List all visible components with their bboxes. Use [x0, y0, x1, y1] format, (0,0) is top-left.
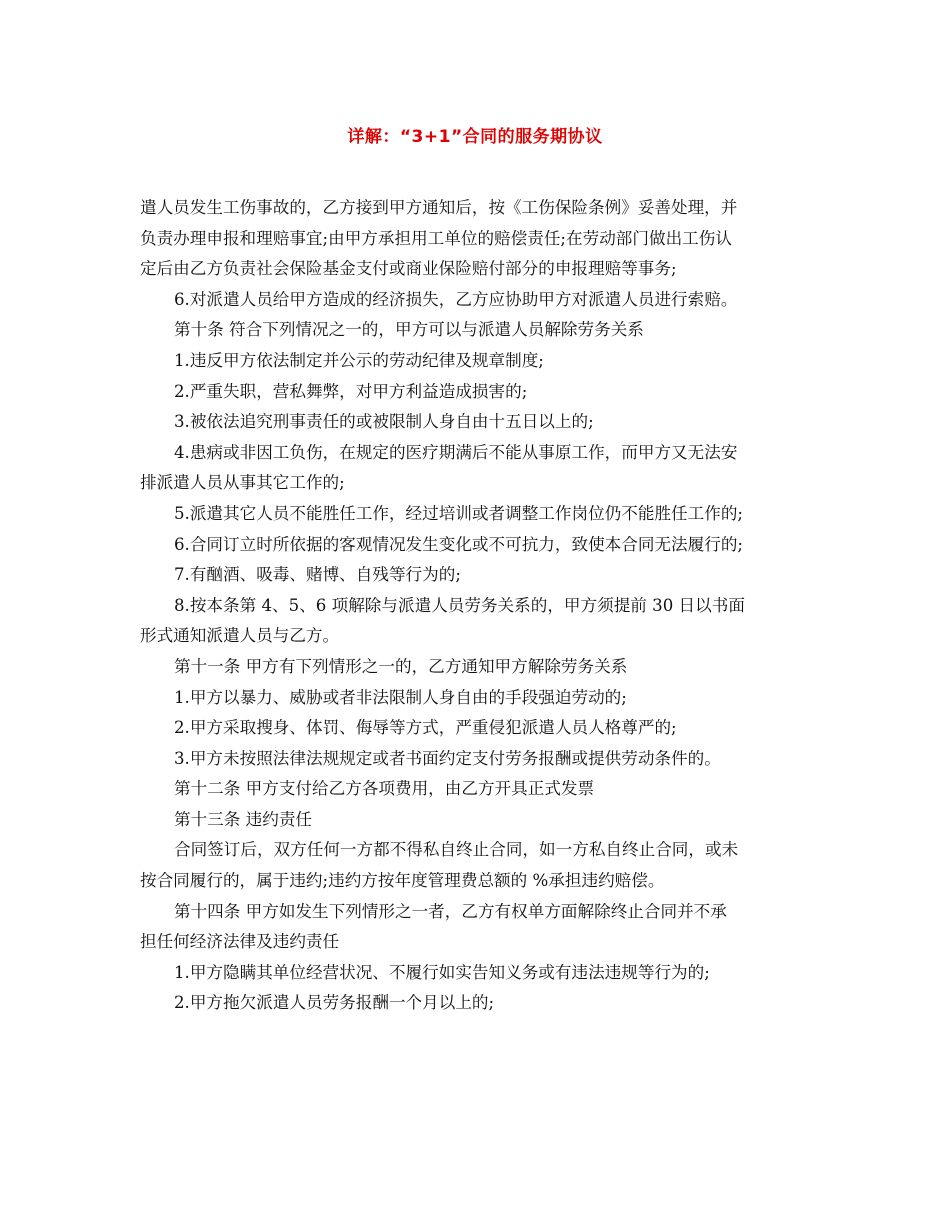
paragraph-line: 按合同履行的，属于违约;违约方按年度管理费总额的 %承担违约赔偿。 — [140, 871, 665, 891]
document-body — [140, 193, 820, 1019]
paragraph-line: 第十四条 甲方如发生下列情形之一者，乙方有权单方面解除终止合同并不承 — [174, 901, 727, 921]
paragraph-line: 1.甲方隐瞒其单位经营状况、不履行如实告知义务或有违法违规等行为的; — [174, 962, 710, 982]
document-title: 详解：“3+1”合同的服务期协议 — [347, 127, 603, 147]
paragraph-line: 负责办理申报和理赔事宜;由甲方承担用工单位的赔偿责任;在劳动部门做出工伤认 — [140, 228, 732, 248]
paragraph-line: 担任何经济法律及违约责任 — [140, 932, 340, 952]
paragraph-line: 第十一条 甲方有下列情形之一的，乙方通知甲方解除劳务关系 — [174, 656, 628, 676]
paragraph-line: 1.违反甲方依法制定并公示的劳动纪律及规章制度; — [174, 350, 544, 370]
paragraph-line: 3.甲方未按照法律法规规定或者书面约定支付劳务报酬或提供劳动条件的。 — [174, 748, 721, 768]
paragraph-line: 合同签订后，双方任何一方都不得私自终止合同，如一方私自终止合同，或未 — [174, 840, 739, 860]
paragraph-line: 形式通知派遣人员与乙方。 — [140, 626, 340, 646]
paragraph-line: 7.有酗酒、吸毒、赌博、自残等行为的; — [174, 565, 461, 585]
paragraph-line: 4.患病或非因工负伤，在规定的医疗期满后不能从事原工作，而甲方又无法安 — [174, 442, 738, 462]
paragraph-line: 1.甲方以暴力、威胁或者非法限制人身自由的手段强迫劳动的; — [174, 687, 627, 707]
paragraph-line: 2.严重失职，营私舞弊，对甲方利益造成损害的; — [174, 381, 528, 401]
paragraph-line: 6.对派遣人员给甲方造成的经济损失，乙方应协助甲方对派遣人员进行索赔。 — [174, 289, 738, 309]
paragraph-line: 第十二条 甲方支付给乙方各项费用，由乙方开具正式发票 — [174, 779, 595, 799]
paragraph-line: 定后由乙方负责社会保险基金支付或商业保险赔付部分的申报理赔等事务; — [140, 259, 677, 279]
paragraph-line: 第十条 符合下列情况之一的，甲方可以与派遣人员解除劳务关系 — [174, 320, 644, 340]
paragraph-line: 3.被依法追究刑事责任的或被限制人身自由十五日以上的; — [174, 412, 594, 432]
paragraph-line: 2.甲方采取搜身、体罚、侮辱等方式，严重侵犯派遣人员人格尊严的; — [174, 718, 677, 738]
paragraph-line: 排派遣人员从事其它工作的; — [140, 473, 345, 493]
paragraph-line: 8.按本条第 4、5、6 项解除与派遣人员劳务关系的，甲方须提前 30 日以书面 — [174, 595, 745, 615]
paragraph-line: 6.合同订立时所依据的客观情况发生变化或不可抗力，致使本合同无法履行的; — [174, 534, 744, 554]
paragraph-line: 遣人员发生工伤事故的，乙方接到甲方通知后，按《工伤保险条例》妥善处理，并 — [140, 198, 738, 217]
paragraph-line: 5.派遣其它人员不能胜任工作，经过培训或者调整工作岗位仍不能胜任工作的; — [174, 503, 744, 523]
paragraph-line: 第十三条 违约责任 — [174, 809, 313, 829]
paragraph-line: 2.甲方拖欠派遣人员劳务报酬一个月以上的; — [174, 993, 495, 1013]
